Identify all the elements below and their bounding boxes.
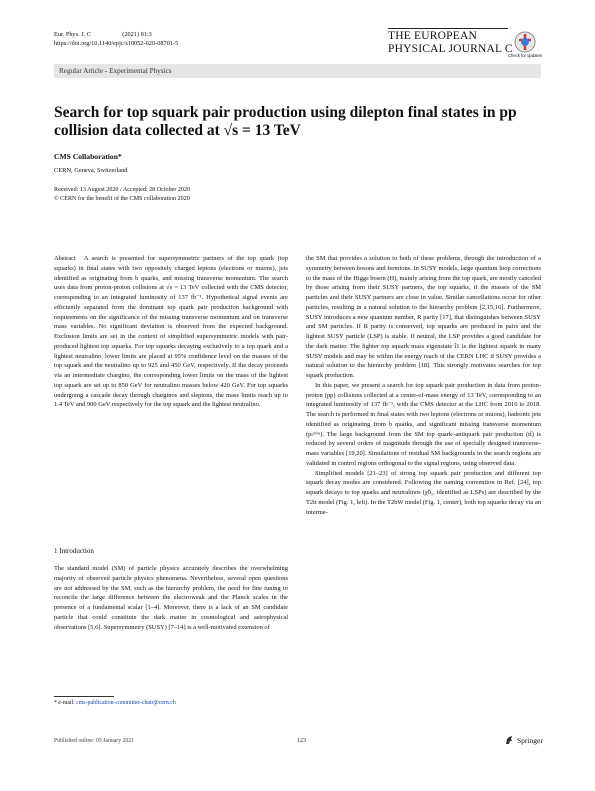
publisher-name: Springer <box>517 735 543 745</box>
intro-paragraph: The standard model (SM) of particle physics accurately describes the overwhelming majority of observed particle physics phenomena. Nevertheless, several open questions are not addressed by the SM, such as the hierarchy problem, the need for fine tuning to reconcile the large difference between the electroweak and the Planck scales in the presence of a fundamental scalar [1–4]. Moreover, there is a lack of an SM candidate particle that could constitute the dark matter in cosmological and astrophysical observations [5,6]. Supersymmetry (SUSY) [7–14] is a well-motivated extension of <box>54 565 288 631</box>
email-link[interactable]: cms-publication-committee-chair@cern.ch <box>76 700 176 706</box>
published-date: Published online: 05 January 2021 <box>54 738 135 744</box>
journal-ref: Eur. Phys. J. C <box>54 31 92 38</box>
paragraph: In this paper, we present a search for top squark pair production in data from proton-proton (pp) collisions collected at a center-of-mass energy of 13 TeV, corresponding to an integrated luminosity of 137 fb⁻¹, with the CMS detector at the LHC from 2016 to 2018. The search is performed in final states with two leptons (electrons or muons), hadronic jets identified as originating from b quarks, and significant missing transverse momentum (pₜᵐⁱˢˢ). The large background from the SM top quark–antiquark pair production (tt̄) is reduced by several orders of magnitude through the use of specially designed transverse-mass variables [19,20]. Simulations of residual SM backgrounds in the search regions are validated in control regions orthogonal to the signal regions, using observed data. <box>306 381 541 467</box>
footnote-label: * e-mail: <box>54 700 75 706</box>
abstract-text: A search is presented for supersymmetric partners of the top quark (top squarks) in final states with two oppositely charged leptons (electrons or muons), jets identified as originating from b quarks, and missing transverse momentum. The search uses data from proton-proton collisions at √s = 13 TeV collected with the CMS detector, corresponding to an integrated luminosity of 137 fb⁻¹. Hypothetical signal events are efficiently separated from the dominant top quark pair production background with requirements on the significance of the missing transverse momentum and on transverse mass variables. No significant deviation is observed from the expected background. Exclusion limits are set in the context of simplified supersymmetric models with pair-produced lightest top squarks. For top squarks decaying exclusively to a top quark and a lightest neutralino, lower limits are placed at 95% confidence level on the masses of the top squark and the neutralino up to 925 and 450 GeV, respectively. If the decay proceeds via an intermediate chargino, the corresponding lower limits on the mass of the lightest top squark are set up to 850 GeV for neutralino masses below 420 GeV. For top squarks undergoing a cascade decay through charginos and sleptons, the mass limits reach up to 1.4 TeV and 900 GeV respectively for the top squark and the lightest neutralino. <box>54 255 288 409</box>
running-header <box>54 30 178 48</box>
abstract-label: Abstract <box>54 255 76 262</box>
article-type-bar: Regular Article - Experimental Physics <box>54 64 541 78</box>
paragraph: Simplified models [21–23] of strong top squark pair production and different top squark decay modes are considered. Following the naming convention in Ref. [24], top squark decays to top quarks and neutralinos (χ̃0₁, identified as LSPs) are described by the T2tt model (Fig. 1, left). In the T2bW model (Fig. 1, center), both top squarks decay via an interme- <box>306 469 541 516</box>
springer-horse-icon <box>504 735 514 745</box>
abstract <box>54 254 288 410</box>
copyright: © CERN for the benefit of the CMS collaboration 2020 <box>54 195 190 202</box>
page-number: 123 <box>297 738 306 744</box>
journal-line-1: THE EUROPEAN <box>388 30 477 42</box>
crossmark-badge[interactable] <box>510 30 540 64</box>
journal-line-2: PHYSICAL JOURNAL C <box>388 43 513 55</box>
crossmark-icon <box>510 30 540 64</box>
received-accepted: Received: 13 August 2020 / Accepted: 28 October 2020 <box>54 187 191 193</box>
footnote-rule <box>54 696 114 697</box>
footnote <box>54 700 176 706</box>
journal-logo <box>388 28 513 56</box>
dates-block <box>54 186 190 204</box>
intro-text <box>54 564 288 632</box>
publisher-logo <box>504 735 543 745</box>
right-column <box>306 254 541 517</box>
authors[interactable]: CMS Collaboration* <box>54 152 122 161</box>
crossmark-label: Check for updates <box>508 53 542 58</box>
affiliation: CERN, Geneva, Switzerland <box>54 167 128 174</box>
section-heading: 1 Introduction <box>54 547 94 555</box>
doi-link[interactable]: https://doi.org/10.1140/epjc/s10052-020-08701-5 <box>54 40 179 47</box>
article-title: Search for top squark pair production using dilepton final states in pp collision data collected at √s = 13 TeV <box>54 104 517 139</box>
volume-info: (2021) 81:3 <box>122 31 152 38</box>
paragraph: the SM that provides a solution to both of these problems, through the introduction of a symmetry between bosons and fermions. In SUSY models, large quantum loop corrections to the mass of the Higgs boson (H), mainly arising from the top quark, are mostly canceled by those arising from their SUSY partners, the top squarks, if the masses of the SM particles and their SUSY partners are close in value. Similar cancellations occur for other particles, resulting in a natural solution to the hierarchy problem [2,15,16]. Furthermore, SUSY introduces a new quantum number, R parity [17], that distinguishes between SUSY and SM particles. If R parity is conserved, top squarks are produced in pairs and the lightest SUSY particle (LSP) is stable. If neutral, the LSP provides a good candidate for the dark matter. The lighter top squark mass eigenstate t̃1 is the lightest squark in many SUSY models and may be within the energy reach of the CERN LHC if SUSY provides a natural solution to the hierarchy problem [18]. This strongly motivates searches for top squark production. <box>306 255 541 379</box>
